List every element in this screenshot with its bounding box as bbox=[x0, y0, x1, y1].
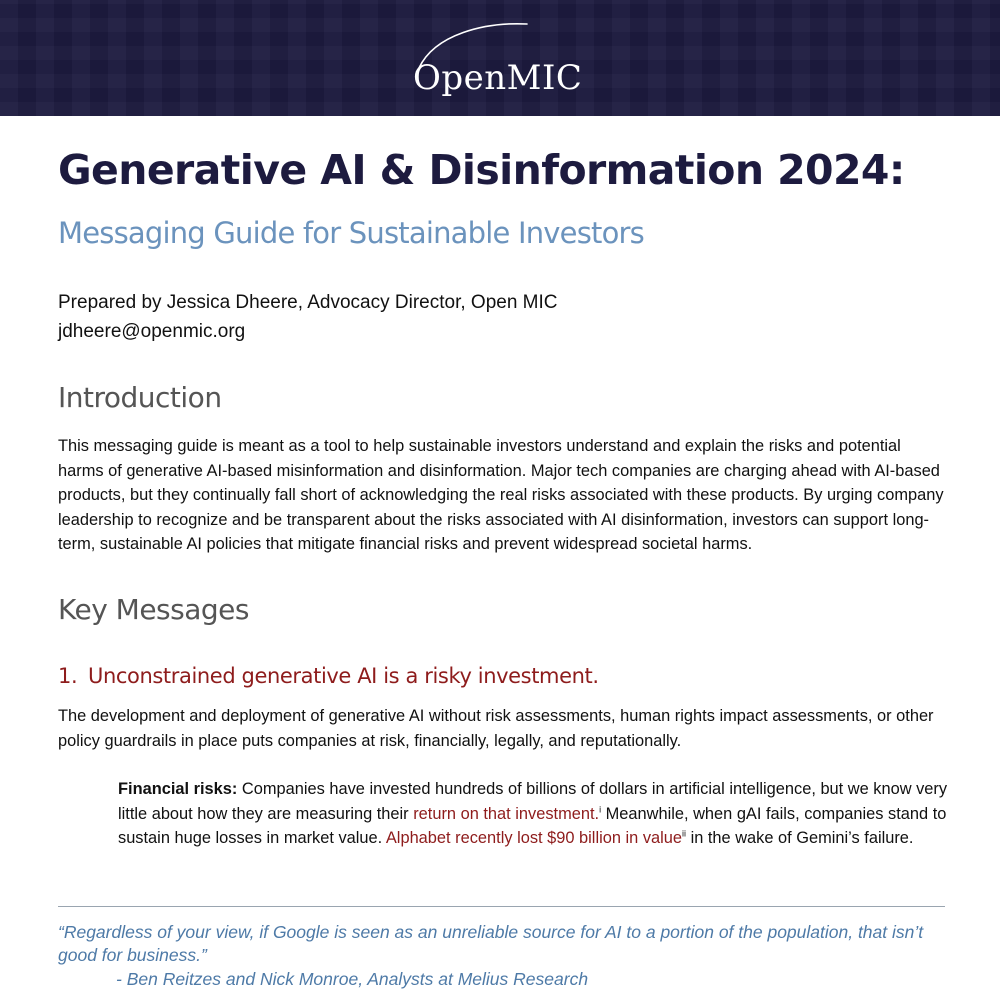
pull-quote-attribution: - Ben Reitzes and Nick Monroe, Analysts at Melius Research bbox=[116, 969, 589, 989]
key-messages-heading: Key Messages bbox=[58, 593, 249, 626]
financial-risks-text-1: Companies have invested hundreds of billions of dollars in artificial intelligence, but we know very little about how they are measuring their bbox=[118, 780, 948, 823]
author-email[interactable]: jdheere@openmic.org bbox=[58, 321, 246, 342]
financial-risks-label: Financial risks: bbox=[118, 780, 238, 798]
footnote-i[interactable]: i bbox=[599, 804, 602, 815]
prepared-by-line: Prepared by Jessica Dheere, Advocacy Director, Open MIC bbox=[58, 292, 558, 313]
financial-risks-paragraph bbox=[118, 777, 948, 851]
key-message-1-title: Unconstrained generative AI is a risky investment. bbox=[88, 664, 599, 688]
financial-risks-text-3: in the wake of Gemini’s failure. bbox=[686, 829, 914, 848]
key-message-1-number: 1. bbox=[58, 664, 78, 688]
document-title: Generative AI & Disinformation 2024: bbox=[58, 146, 905, 194]
pull-quote: “Regardless of your view, if Google is seen as an unreliable source for AI to a portion of the population, that isn’t good for business.” bbox=[58, 922, 924, 965]
document-subtitle: Messaging Guide for Sustainable Investors bbox=[58, 216, 644, 250]
openmic-logo bbox=[405, 16, 583, 98]
introduction-body: This messaging guide is meant as a tool to help sustainable investors understand and explain the risks and potential harms of generative AI-based misinformation and disinformation. Major tech companies are charging ahead with AI-based products, but they continually fall short of acknowledging the real risks associated with these products. By urging company leadership to recognize and be transparent about the risks associated with AI disinformation, investors can support long-term, sustainable AI policies that mitigate financial risks and prevent widespread societal harms. bbox=[58, 437, 944, 554]
introduction-heading: Introduction bbox=[58, 381, 222, 414]
prepared-by-block bbox=[58, 288, 558, 346]
quote-divider bbox=[58, 906, 945, 907]
key-message-1-body: The development and deployment of generative AI without risk assessments, human rights impact assessments, or other policy guardrails in place puts companies at risk, financially, legally, and reputationally. bbox=[58, 707, 934, 750]
financial-risks-text-2: Meanwhile, when gAI fails, companies stand to sustain huge losses in market value. bbox=[118, 804, 947, 848]
roi-link[interactable]: return on that investment. bbox=[413, 804, 600, 823]
logo-text: OpenMIC bbox=[413, 58, 583, 98]
header-banner bbox=[0, 0, 1000, 116]
key-message-1-heading bbox=[58, 660, 599, 692]
footnote-ii[interactable]: ii bbox=[682, 828, 687, 839]
alphabet-loss-link[interactable]: Alphabet recently lost $90 billion in value bbox=[385, 829, 683, 848]
